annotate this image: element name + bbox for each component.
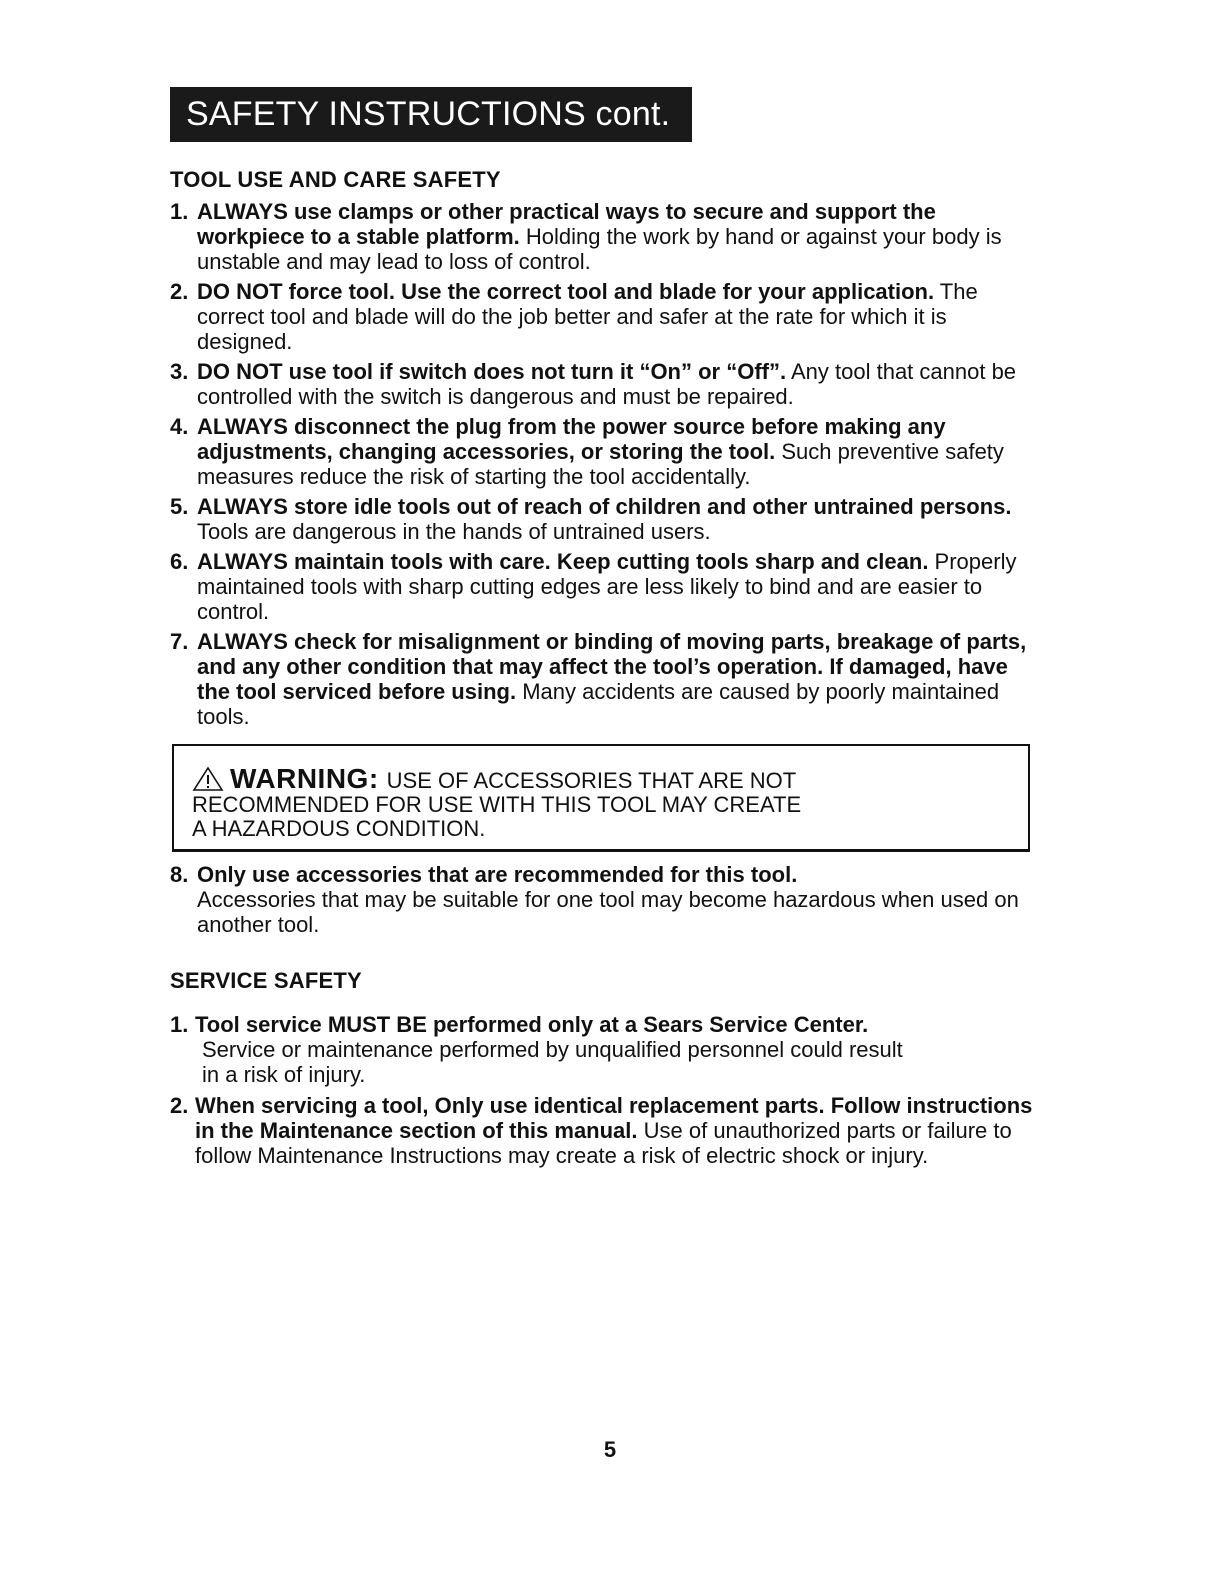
item-lead: Tool service MUST BE performed only at a Sears Service Center. bbox=[195, 1012, 869, 1037]
item-lead: ALWAYS check for misalignment or binding of moving parts, breakage of parts, and any other condition that may affect the tool’s operation. If damaged, have the tool serviced before using. bbox=[197, 629, 1027, 704]
list-item bbox=[170, 549, 1040, 624]
item-body: Holding the work by hand or against your body is unstable and may lead to loss of control. bbox=[197, 224, 1002, 274]
list-item bbox=[170, 414, 1040, 489]
tool-safety-list bbox=[170, 199, 1040, 729]
item-number: 8. bbox=[170, 862, 189, 887]
item-body: Any tool that cannot be controlled with the switch is dangerous and must be repaired. bbox=[197, 359, 1017, 409]
warning-box bbox=[172, 744, 1030, 852]
warning-text-line2: RECOMMENDED FOR USE WITH THIS TOOL MAY CREATE bbox=[192, 792, 802, 817]
item-number: 3. bbox=[170, 359, 189, 384]
list-item bbox=[170, 279, 1040, 354]
item-lead: When servicing a tool, Only use identical replacement parts. Follow instructions in the Maintenance section of this manual. bbox=[195, 1093, 1033, 1143]
item-body: Many accidents are caused by poorly maintained tools. bbox=[197, 679, 1000, 729]
item-lead: ALWAYS use clamps or other practical ways to secure and support the workpiece to a stable platform. bbox=[197, 199, 936, 249]
item-lead: DO NOT force tool. Use the correct tool and blade for your application. bbox=[197, 279, 935, 304]
item-body: Accessories that may be suitable for one tool may become hazardous when used on another tool. bbox=[197, 887, 1019, 937]
section-heading-tool-use: TOOL USE AND CARE SAFETY bbox=[170, 167, 501, 192]
item-number: 5. bbox=[170, 494, 189, 519]
item-number: 6. bbox=[170, 549, 189, 574]
service-safety-list bbox=[170, 1012, 1040, 1168]
list-item bbox=[170, 359, 1040, 409]
item-body: Tools are dangerous in the hands of untrained users. bbox=[197, 519, 711, 544]
warning-text-line3: A HAZARDOUS CONDITION. bbox=[192, 816, 486, 841]
item-body: Properly maintained tools with sharp cutting edges are less likely to bind and are easier to control. bbox=[197, 549, 1017, 624]
list-item bbox=[170, 862, 1040, 937]
item-body: Use of unauthorized parts or failure to follow Maintenance Instructions may create a risk of electric shock or injury. bbox=[195, 1118, 1012, 1168]
list-item bbox=[170, 1012, 1040, 1087]
list-item bbox=[170, 629, 1040, 729]
item-lead: ALWAYS maintain tools with care. Keep cutting tools sharp and clean. bbox=[197, 549, 929, 574]
item-body: Service or maintenance performed by unqualified personnel could result in a risk of injury. bbox=[202, 1037, 903, 1087]
item-number: 1. bbox=[170, 1012, 189, 1037]
page-number: 5 bbox=[603, 1437, 617, 1462]
item-lead: DO NOT use tool if switch does not turn it “On” or “Off”. bbox=[197, 359, 787, 384]
list-item bbox=[170, 1093, 1040, 1168]
list-item bbox=[170, 494, 1040, 544]
item-number: 1. bbox=[170, 199, 189, 224]
warning-text-line1: USE OF ACCESSORIES THAT ARE NOT bbox=[386, 768, 797, 793]
warning-triangle-icon bbox=[192, 766, 224, 792]
item-body: The correct tool and blade will do the job better and safer at the rate for which it is designed. bbox=[197, 279, 978, 354]
warning-label: WARNING: bbox=[230, 763, 379, 794]
section-heading-service: SERVICE SAFETY bbox=[170, 968, 362, 993]
item-number: 2. bbox=[170, 279, 189, 304]
page-title-banner: SAFETY INSTRUCTIONS cont. bbox=[170, 87, 692, 142]
item-lead: Only use accessories that are recommended for this tool. bbox=[197, 862, 798, 887]
accessories-item bbox=[170, 862, 1040, 937]
item-body: Such preventive safety measures reduce the risk of starting the tool accidentally. bbox=[197, 439, 1004, 489]
list-item bbox=[170, 199, 1040, 274]
item-lead: ALWAYS disconnect the plug from the power source before making any adjustments, changing accessories, or storing the tool. bbox=[197, 414, 946, 464]
item-lead: ALWAYS store idle tools out of reach of children and other untrained persons. bbox=[197, 494, 1012, 519]
item-number: 2. bbox=[170, 1093, 189, 1118]
item-number: 7. bbox=[170, 629, 189, 654]
item-number: 4. bbox=[170, 414, 189, 439]
